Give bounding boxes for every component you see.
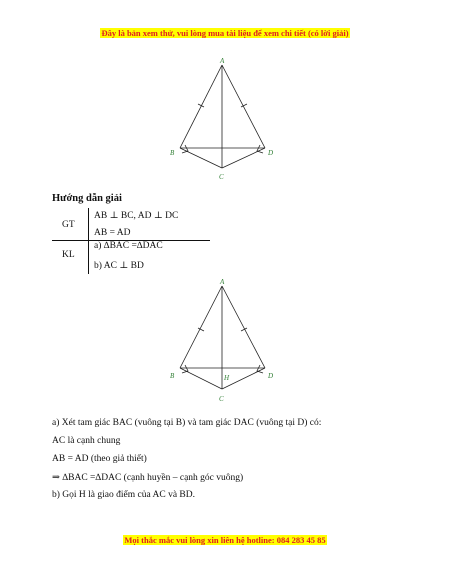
label-d: D xyxy=(268,149,274,157)
segment-dc xyxy=(222,148,265,168)
label-h: H xyxy=(224,374,230,382)
solution-line-3: AB = AD (theo giả thiết) xyxy=(52,454,147,464)
bottom-hotline-banner xyxy=(0,535,450,545)
label-a: A xyxy=(220,278,225,286)
figure-kite-1 xyxy=(165,55,285,185)
top-banner-text: Đây là bản xem thử, vui lòng mua tài liệu để xem chi tiết (có lời giải) xyxy=(101,28,349,38)
gt-label: GT xyxy=(62,220,75,230)
kl-line-1: a) ∆BAC =∆DAC xyxy=(94,241,163,251)
top-preview-banner xyxy=(0,28,450,38)
solution-heading: Hướng dẫn giải xyxy=(52,193,122,204)
label-c: C xyxy=(219,395,224,403)
gt-kl-table xyxy=(52,208,210,274)
gt-line-2: AB = AD xyxy=(94,228,131,238)
figure-kite-2 xyxy=(165,276,285,406)
label-d: D xyxy=(268,372,274,380)
solution-line-4: ⇒ ∆BAC =∆DAC (cạnh huyền – cạnh góc vuông) xyxy=(52,473,244,483)
segment-bc xyxy=(180,148,222,168)
label-a: A xyxy=(220,57,225,65)
solution-line-2: AC là cạnh chung xyxy=(52,436,121,446)
table-vertical-divider xyxy=(88,208,89,274)
label-b: B xyxy=(170,149,175,157)
kl-label: KL xyxy=(62,250,75,260)
bottom-banner-text: Mọi thắc mắc vui lòng xin liên hệ hotline: 084 283 45 85 xyxy=(124,535,326,545)
solution-line-5: b) Gọi H là giao điểm của AC và BD. xyxy=(52,490,196,500)
solution-line-1: a) Xét tam giác BAC (vuông tại B) và tam giác DAC (vuông tại D) có: xyxy=(52,418,322,428)
label-b: B xyxy=(170,372,175,380)
segment-ab xyxy=(180,286,222,368)
tick-ad xyxy=(241,104,247,107)
kl-line-2: b) AC ⊥ BD xyxy=(94,261,144,271)
segment-ab xyxy=(180,65,222,148)
segment-ad xyxy=(222,65,265,148)
label-c: C xyxy=(219,173,224,181)
gt-line-1: AB ⊥ BC, AD ⊥ DC xyxy=(94,211,179,221)
segment-ad xyxy=(222,286,265,368)
